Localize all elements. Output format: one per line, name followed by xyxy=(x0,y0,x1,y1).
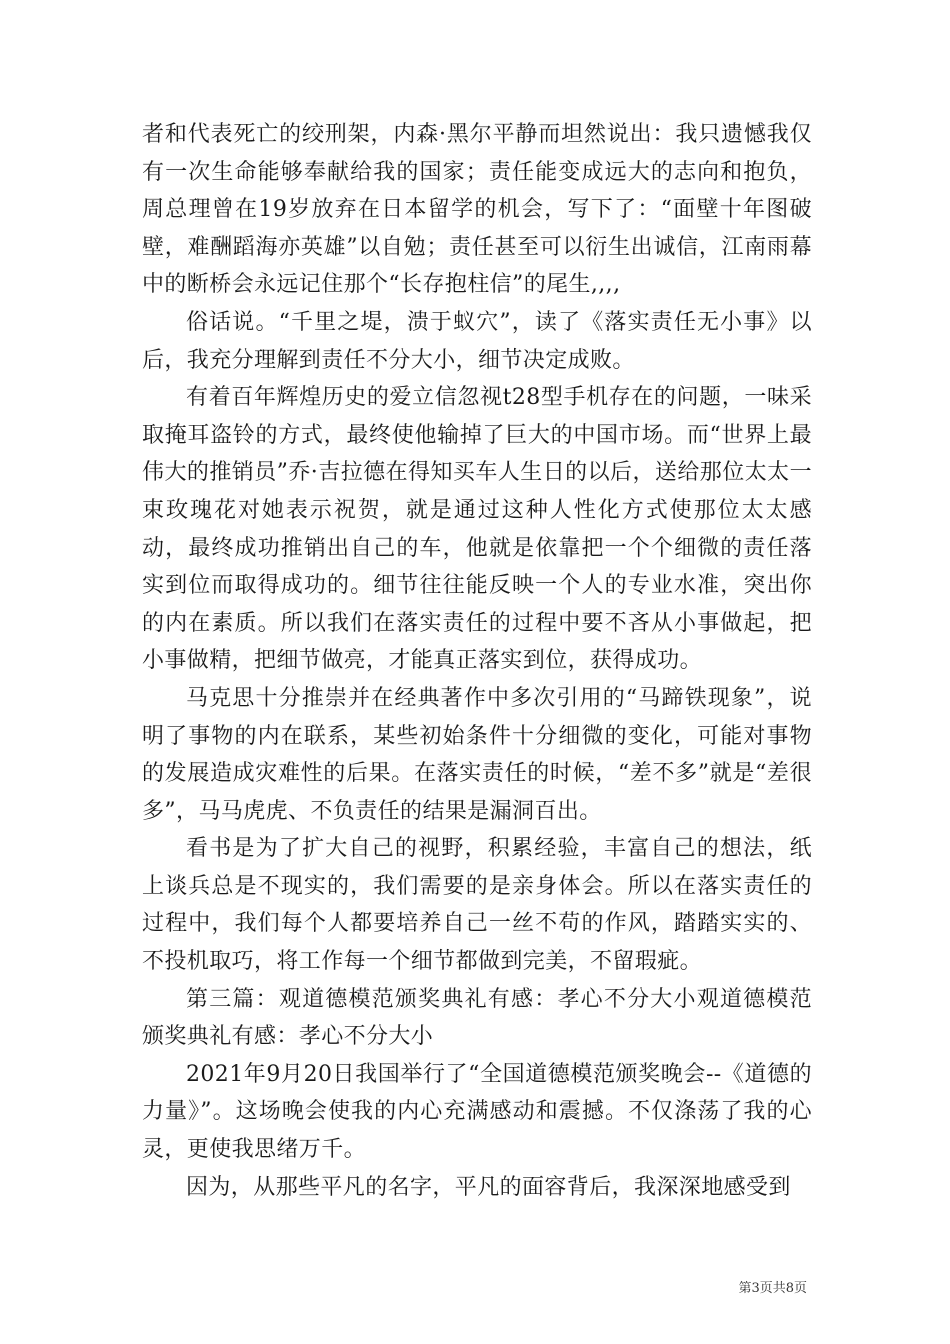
section-heading: 第三篇：观道德模范颁奖典礼有感：孝心不分大小观道德模范颁奖典礼有感：孝心不分大小 xyxy=(142,986,812,1050)
paragraph: 马克思十分推崇并在经典著作中多次引用的“马蹄铁现象”，说明了事物的内在联系，某些初始条件十分细微的变化，可能对事物的发展造成灾难性的后果。在落实责任的时候，“差不多”就是“差很多”，马马虎虎、不负责任的结果是漏洞百出。 xyxy=(142,685,812,824)
document-body xyxy=(142,116,812,1206)
page-number-footer: 第3页共8页 xyxy=(738,1281,807,1296)
paragraph: 俗话说。“千里之堤，溃于蚁穴”，读了《落实责任无小事》以后，我充分理解到责任不分大小，细节决定成败。 xyxy=(142,309,812,373)
paragraph: 因为，从那些平凡的名字，平凡的面容背后，我深深地感受到 xyxy=(186,1174,791,1200)
paragraph: 看书是为了扩大自己的视野，积累经验，丰富自己的想法，纸上谈兵总是不现实的，我们需要的是亲身体会。所以在落实责任的过程中，我们每个人都要培养自己一丝不苟的作风，踏踏实实的、不投机取巧，将工作每一个细节都做到完美，不留瑕疵。 xyxy=(142,836,812,975)
paragraph: 2021年9月20日我国举行了“全国道德模范颁奖晚会--《道德的力量》”。这场晚会使我的内心充满感动和震撼。不仅涤荡了我的心灵，更使我思绪万千。 xyxy=(142,1061,812,1163)
paragraph-continuation: 者和代表死亡的绞刑架，内森·黑尔平静而坦然说出：我只遗憾我仅有一次生命能够奉献给我的国家；责任能变成远大的志向和抱负，周总理曾在19岁放弃在日本留学的机会，写下了：“面壁十年图破壁，难酬蹈海亦英雄”以自勉；责任甚至可以衍生出诚信，江南雨幕中的断桥会永远记住那个“长存抱柱信”的尾生,,,, xyxy=(142,122,812,298)
paragraph: 有着百年辉煌历史的爱立信忽视t28型手机存在的问题，一味采取掩耳盗铃的方式，最终使他输掉了巨大的中国市场。而“世界上最伟大的推销员”乔·吉拉德在得知买车人生日的以后，送给那位太太一束玫瑰花对她表示祝贺，就是通过这种人性化方式使那位太太感动，最终成功推销出自己的车，他就是依靠把一个个细微的责任落实到位而取得成功的。细节往往能反映一个人的专业水准，突出你的内在素质。所以我们在落实责任的过程中要不吝从小事做起，把小事做精，把细节做亮，才能真正落实到位，获得成功。 xyxy=(142,385,812,674)
